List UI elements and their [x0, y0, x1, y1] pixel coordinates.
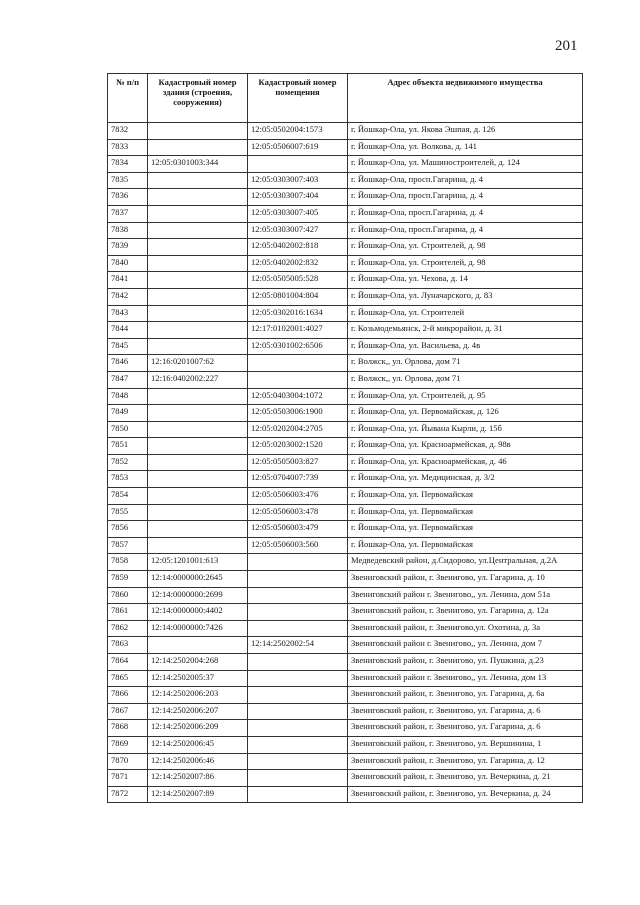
header-building-cadastral: Кадастровый номер здания (строения, сооружения)	[148, 74, 248, 123]
cell-premises-cadastral: 12:05:0704007:739	[248, 471, 348, 488]
cell-address: г. Волжск,, ул. Орлова, дом 71	[348, 355, 583, 372]
cell-address: Звениговский район, г. Звенигово, ул. Гагарина, д. 6	[348, 703, 583, 720]
cell-address: г. Йошкар-Ола, ул. Первомайская	[348, 504, 583, 521]
cell-building-cadastral: 12:14:2502006:209	[148, 720, 248, 737]
cell-row-number: 7871	[108, 770, 148, 787]
cell-premises-cadastral: 12:05:0303007:403	[248, 172, 348, 189]
cell-row-number: 7870	[108, 753, 148, 770]
table-row	[108, 189, 583, 206]
cell-building-cadastral	[148, 338, 248, 355]
cell-row-number: 7855	[108, 504, 148, 521]
cell-row-number: 7861	[108, 604, 148, 621]
cell-row-number: 7835	[108, 172, 148, 189]
cell-building-cadastral	[148, 521, 248, 538]
cell-row-number: 7840	[108, 255, 148, 272]
cell-address: г. Йошкар-Ола, ул. Строителей, д. 98	[348, 255, 583, 272]
cell-row-number: 7852	[108, 454, 148, 471]
cell-premises-cadastral	[248, 770, 348, 787]
cell-row-number: 7837	[108, 205, 148, 222]
table-row	[108, 405, 583, 422]
cell-premises-cadastral: 12:05:0503006:1900	[248, 405, 348, 422]
cell-premises-cadastral: 12:14:2502002:54	[248, 637, 348, 654]
cell-address: г. Йошкар-Ола, просп.Гагарина, д. 4	[348, 222, 583, 239]
cell-address: г. Йошкар-Ола, просп.Гагарина, д. 4	[348, 172, 583, 189]
cell-row-number: 7862	[108, 620, 148, 637]
cell-address: Звениговский район г. Звенигово,, ул. Ленина, дом 7	[348, 637, 583, 654]
cell-address: г. Йошкар-Ола, ул. Первомайская	[348, 488, 583, 505]
table-body	[108, 123, 583, 803]
cell-row-number: 7834	[108, 156, 148, 173]
table-row	[108, 255, 583, 272]
table-row	[108, 720, 583, 737]
cell-row-number: 7839	[108, 239, 148, 256]
cell-building-cadastral	[148, 322, 248, 339]
cell-building-cadastral	[148, 454, 248, 471]
cell-address: г. Йошкар-Ола, ул. Волкова, д. 141	[348, 139, 583, 156]
cell-premises-cadastral	[248, 670, 348, 687]
cell-row-number: 7836	[108, 189, 148, 206]
cell-premises-cadastral	[248, 571, 348, 588]
cell-premises-cadastral	[248, 736, 348, 753]
cell-row-number: 7850	[108, 421, 148, 438]
table-row	[108, 471, 583, 488]
cell-building-cadastral	[148, 172, 248, 189]
cell-row-number: 7832	[108, 123, 148, 140]
table-row	[108, 670, 583, 687]
cell-premises-cadastral	[248, 604, 348, 621]
cell-premises-cadastral	[248, 654, 348, 671]
cell-premises-cadastral: 12:05:0505005:528	[248, 272, 348, 289]
cell-building-cadastral	[148, 471, 248, 488]
cell-premises-cadastral	[248, 720, 348, 737]
table-row	[108, 388, 583, 405]
table-row	[108, 488, 583, 505]
table-row	[108, 205, 583, 222]
cell-row-number: 7867	[108, 703, 148, 720]
cell-building-cadastral	[148, 388, 248, 405]
cell-building-cadastral	[148, 488, 248, 505]
cell-address: Звениговский район, г. Звенигово, ул. Гагарина, д. 10	[348, 571, 583, 588]
table-row	[108, 338, 583, 355]
cell-row-number: 7841	[108, 272, 148, 289]
cell-premises-cadastral: 12:05:0506007:619	[248, 139, 348, 156]
table-row	[108, 637, 583, 654]
cell-building-cadastral: 12:14:2502007:86	[148, 770, 248, 787]
cell-premises-cadastral: 12:05:0506003:478	[248, 504, 348, 521]
cell-premises-cadastral: 12:05:0402002:832	[248, 255, 348, 272]
table-row	[108, 239, 583, 256]
page-number: 201	[555, 38, 578, 54]
cell-premises-cadastral	[248, 753, 348, 770]
cell-row-number: 7865	[108, 670, 148, 687]
cell-building-cadastral: 12:14:0000000:2699	[148, 587, 248, 604]
cell-address: г. Йошкар-Ола, просп.Гагарина, д. 4	[348, 205, 583, 222]
cell-building-cadastral: 12:05:0301003:344	[148, 156, 248, 173]
table-row	[108, 355, 583, 372]
cell-building-cadastral	[148, 139, 248, 156]
table-row	[108, 322, 583, 339]
cell-address: Звениговский район г. Звенигово,, ул. Ленина, дом 13	[348, 670, 583, 687]
table-row	[108, 421, 583, 438]
cell-building-cadastral	[148, 537, 248, 554]
cell-address: г. Йошкар-Ола, ул. Машиностроителей, д. 124	[348, 156, 583, 173]
cell-premises-cadastral: 12:05:0202004:2705	[248, 421, 348, 438]
table-row	[108, 139, 583, 156]
cell-premises-cadastral: 12:05:0303007:427	[248, 222, 348, 239]
table-row	[108, 504, 583, 521]
cell-premises-cadastral	[248, 554, 348, 571]
cell-address: г. Йошкар-Ола, ул. Красноармейская, д. 98в	[348, 438, 583, 455]
cell-premises-cadastral	[248, 587, 348, 604]
cell-building-cadastral: 12:14:2502006:207	[148, 703, 248, 720]
cell-address: г. Йошкар-Ола, ул. Васильева, д. 4в	[348, 338, 583, 355]
cell-building-cadastral	[148, 222, 248, 239]
table-row	[108, 620, 583, 637]
cell-row-number: 7845	[108, 338, 148, 355]
table-row	[108, 521, 583, 538]
cell-address: Звениговский район, г. Звенигово,ул. Охотина, д. 3а	[348, 620, 583, 637]
cell-building-cadastral	[148, 189, 248, 206]
cell-address: г. Йошкар-Ола, ул. Луначарского, д. 83	[348, 288, 583, 305]
cell-row-number: 7838	[108, 222, 148, 239]
table-row	[108, 587, 583, 604]
table-header-row	[108, 74, 583, 123]
cell-building-cadastral: 12:14:2502006:45	[148, 736, 248, 753]
cell-building-cadastral	[148, 405, 248, 422]
table-row	[108, 770, 583, 787]
cell-address: г. Йошкар-Ола, ул. Медицинская, д. 3/2	[348, 471, 583, 488]
cell-address: Звениговский район, г. Звенигово, ул. Вечеркина, д. 24	[348, 786, 583, 803]
cell-row-number: 7843	[108, 305, 148, 322]
cell-premises-cadastral: 12:17:0102001:4027	[248, 322, 348, 339]
cell-row-number: 7842	[108, 288, 148, 305]
cell-building-cadastral	[148, 255, 248, 272]
cell-address: г. Йошкар-Ола, ул. Красноармейская, д. 46	[348, 454, 583, 471]
cell-building-cadastral	[148, 305, 248, 322]
cell-address: Звениговский район г. Звенигово,, ул. Ленина, дом 51а	[348, 587, 583, 604]
table-row	[108, 272, 583, 289]
table-row	[108, 753, 583, 770]
cell-row-number: 7860	[108, 587, 148, 604]
cell-address: Звениговский район, г. Звенигово, ул. Гагарина, д. 12	[348, 753, 583, 770]
cell-premises-cadastral: 12:05:0502004:1573	[248, 123, 348, 140]
table-row	[108, 371, 583, 388]
table-row	[108, 537, 583, 554]
cell-building-cadastral: 12:14:0000000:4402	[148, 604, 248, 621]
table-row	[108, 687, 583, 704]
cell-building-cadastral	[148, 123, 248, 140]
table-row	[108, 438, 583, 455]
cell-address: г. Йошкар-Ола, ул. Якова Эшпая, д. 126	[348, 123, 583, 140]
table-row	[108, 604, 583, 621]
table-row	[108, 654, 583, 671]
cell-premises-cadastral: 12:05:0302016:1634	[248, 305, 348, 322]
cell-building-cadastral	[148, 421, 248, 438]
cell-premises-cadastral: 12:05:0402002:818	[248, 239, 348, 256]
cell-premises-cadastral	[248, 156, 348, 173]
cell-building-cadastral	[148, 288, 248, 305]
table-row	[108, 554, 583, 571]
cell-row-number: 7833	[108, 139, 148, 156]
cell-building-cadastral	[148, 438, 248, 455]
cell-premises-cadastral	[248, 355, 348, 372]
cell-premises-cadastral	[248, 620, 348, 637]
cell-address: Звениговский район, г. Звенигово, ул. Вершинина, 1	[348, 736, 583, 753]
cell-row-number: 7866	[108, 687, 148, 704]
cell-address: г. Йошкар-Ола, ул. Чехова, д. 14	[348, 272, 583, 289]
cell-address: Звениговский район, г. Звенигово, ул. Гагарина, д. 6	[348, 720, 583, 737]
cell-row-number: 7849	[108, 405, 148, 422]
cell-row-number: 7853	[108, 471, 148, 488]
cell-building-cadastral: 12:14:2502006:46	[148, 753, 248, 770]
cell-address: г. Йошкар-Ола, ул. Йывана Кырли, д. 15б	[348, 421, 583, 438]
cell-premises-cadastral: 12:05:0506003:479	[248, 521, 348, 538]
cell-address: г. Йошкар-Ола, ул. Первомайская	[348, 537, 583, 554]
table-row	[108, 571, 583, 588]
cell-address: Звениговский район, г. Звенигово, ул. Вечеркина, д. 21	[348, 770, 583, 787]
cell-building-cadastral: 12:14:2502006:203	[148, 687, 248, 704]
cell-row-number: 7858	[108, 554, 148, 571]
table-row	[108, 305, 583, 322]
cell-row-number: 7848	[108, 388, 148, 405]
cell-row-number: 7851	[108, 438, 148, 455]
cell-address: Звениговский район, г. Звенигово, ул. Гагарина, д. 6а	[348, 687, 583, 704]
cell-building-cadastral	[148, 637, 248, 654]
cell-building-cadastral	[148, 205, 248, 222]
cell-building-cadastral: 12:16:0402002:227	[148, 371, 248, 388]
cell-row-number: 7863	[108, 637, 148, 654]
cell-premises-cadastral: 12:05:0303007:405	[248, 205, 348, 222]
header-premises-cadastral: Кадастровый номер помещения	[248, 74, 348, 123]
cell-address: Медведевский район, д.Сидорово, ул.Центральная, д.2А	[348, 554, 583, 571]
table-row	[108, 454, 583, 471]
cell-address: г. Козьмодемьянск, 2-й микрорайон, д. 31	[348, 322, 583, 339]
cell-row-number: 7869	[108, 736, 148, 753]
table-row	[108, 123, 583, 140]
cell-premises-cadastral	[248, 786, 348, 803]
cell-address: Звениговский район, г. Звенигово, ул. Пушкина, д.23	[348, 654, 583, 671]
cell-building-cadastral	[148, 504, 248, 521]
header-row-number: № п/п	[108, 74, 148, 123]
table-row	[108, 736, 583, 753]
cell-row-number: 7868	[108, 720, 148, 737]
table-row	[108, 288, 583, 305]
cell-building-cadastral: 12:16:0201007:62	[148, 355, 248, 372]
cell-premises-cadastral: 12:05:0506003:476	[248, 488, 348, 505]
cell-premises-cadastral: 12:05:0403004:1072	[248, 388, 348, 405]
cell-row-number: 7856	[108, 521, 148, 538]
table-row	[108, 156, 583, 173]
cell-premises-cadastral: 12:05:0303007:404	[248, 189, 348, 206]
cell-building-cadastral: 12:05:1201001:613	[148, 554, 248, 571]
cell-premises-cadastral	[248, 371, 348, 388]
cell-row-number: 7854	[108, 488, 148, 505]
table-row	[108, 786, 583, 803]
cell-address: г. Йошкар-Ола, просп.Гагарина, д. 4	[348, 189, 583, 206]
cell-row-number: 7846	[108, 355, 148, 372]
cell-address: г. Йошкар-Ола, ул. Строителей, д. 95	[348, 388, 583, 405]
cell-building-cadastral: 12:14:0000000:2645	[148, 571, 248, 588]
cell-premises-cadastral: 12:05:0801004:804	[248, 288, 348, 305]
cell-address: Звениговский район, г. Звенигово, ул. Гагарина, д. 12а	[348, 604, 583, 621]
cell-address: г. Йошкар-Ола, ул. Строителей, д. 98	[348, 239, 583, 256]
cell-premises-cadastral	[248, 703, 348, 720]
cell-building-cadastral: 12:14:2502007:89	[148, 786, 248, 803]
cell-premises-cadastral: 12:05:0505003:827	[248, 454, 348, 471]
registry-table	[107, 73, 583, 803]
cell-row-number: 7857	[108, 537, 148, 554]
cell-address: г. Йошкар-Ола, ул. Строителей	[348, 305, 583, 322]
cell-building-cadastral	[148, 239, 248, 256]
cell-building-cadastral: 12:14:2502005:37	[148, 670, 248, 687]
cell-row-number: 7847	[108, 371, 148, 388]
cell-building-cadastral: 12:14:2502004:268	[148, 654, 248, 671]
cell-row-number: 7864	[108, 654, 148, 671]
table-row	[108, 172, 583, 189]
table-row	[108, 222, 583, 239]
cell-address: г. Йошкар-Ола, ул. Первомайская, д. 126	[348, 405, 583, 422]
cell-row-number: 7872	[108, 786, 148, 803]
cell-premises-cadastral: 12:05:0301002:6506	[248, 338, 348, 355]
cell-building-cadastral: 12:14:0000000:7426	[148, 620, 248, 637]
cell-premises-cadastral	[248, 687, 348, 704]
cell-premises-cadastral: 12:05:0203002:1520	[248, 438, 348, 455]
cell-row-number: 7859	[108, 571, 148, 588]
cell-premises-cadastral: 12:05:0506003:560	[248, 537, 348, 554]
header-address: Адрес объекта недвижимого имущества	[348, 74, 583, 123]
table-row	[108, 703, 583, 720]
cell-address: г. Йошкар-Ола, ул. Первомайская	[348, 521, 583, 538]
cell-address: г. Волжск,, ул. Орлова, дом 71	[348, 371, 583, 388]
cell-building-cadastral	[148, 272, 248, 289]
cell-row-number: 7844	[108, 322, 148, 339]
